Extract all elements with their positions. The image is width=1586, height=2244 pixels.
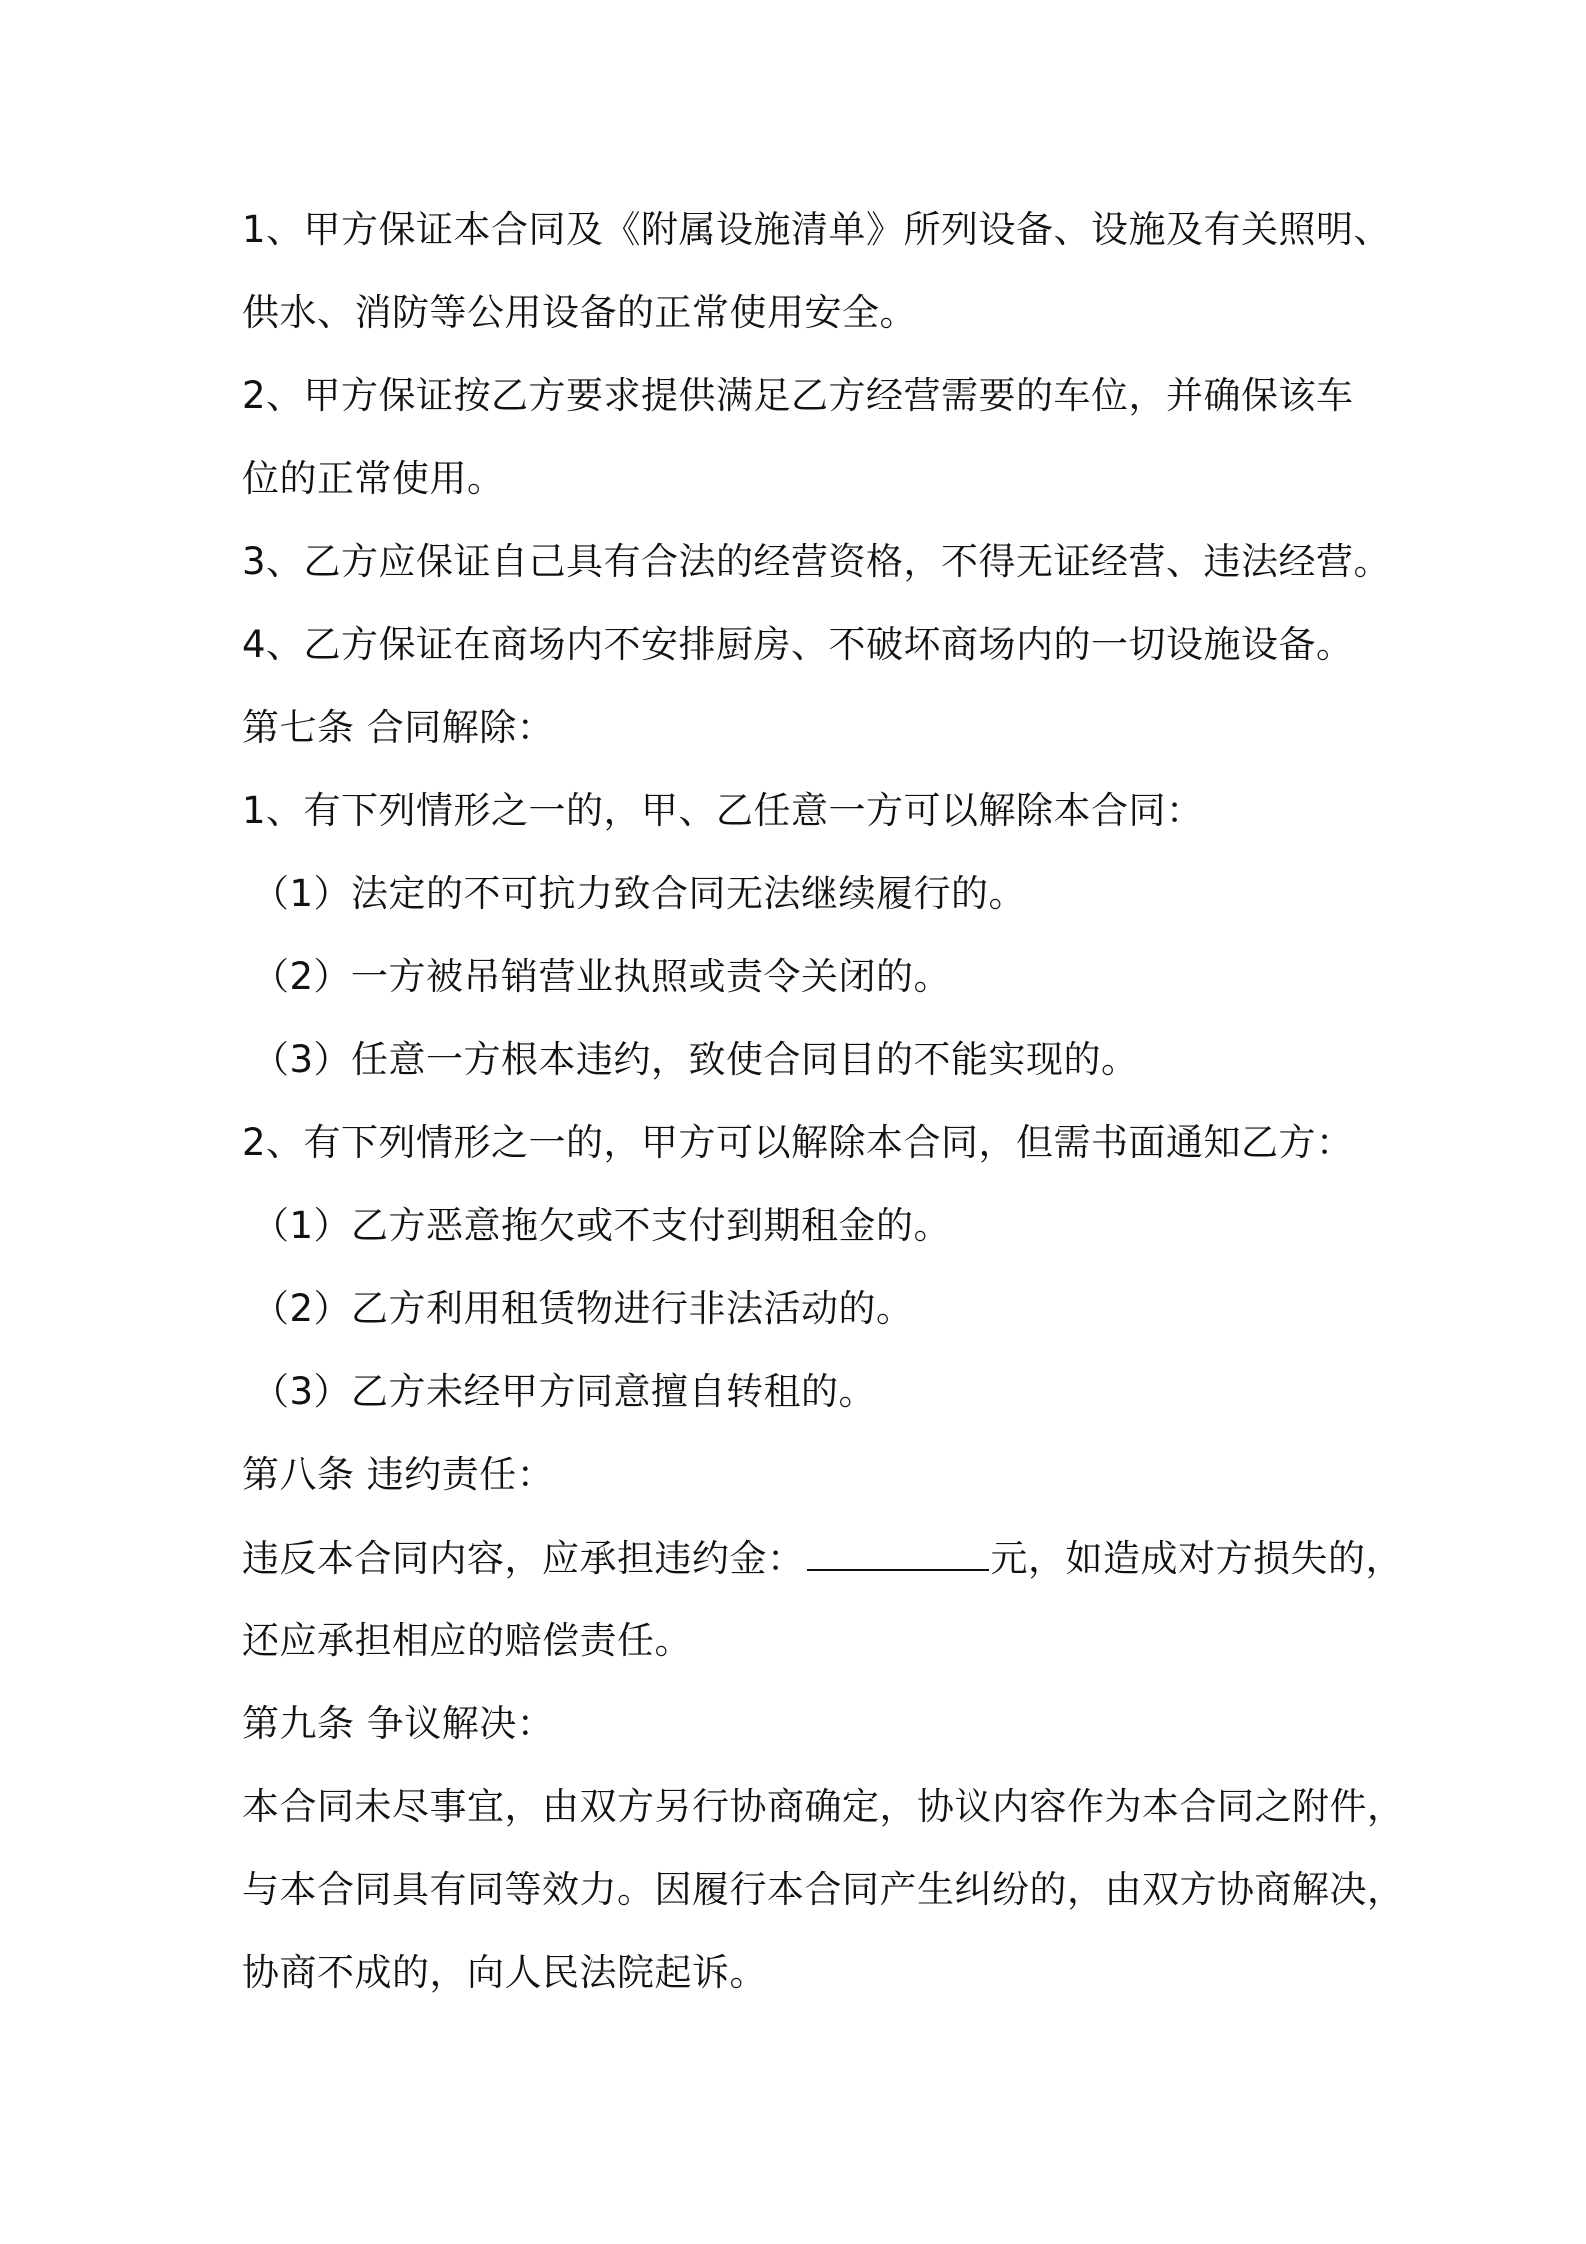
list-item: （1）乙方恶意拖欠或不支付到期租金的。 <box>252 1204 952 1247</box>
paragraph-line: 位的正常使用。 <box>242 457 505 500</box>
article-heading: 第七条 合同解除： <box>242 706 555 749</box>
paragraph-line: 3、乙方应保证自己具有合法的经营资格，不得无证经营、违法经营。 <box>242 540 1392 583</box>
paragraph-line: 协商不成的，向人民法院起诉。 <box>242 1951 767 1994</box>
paragraph-line: 2、甲方保证按乙方要求提供满足乙方经营需要的车位，并确保该车 <box>242 374 1354 417</box>
paragraph-line: 1、甲方保证本合同及《附属设施清单》所列设备、设施及有关照明、 <box>242 208 1392 251</box>
paragraph-line: 与本合同具有同等效力。因履行本合同产生纠纷的，由双方协商解决， <box>242 1868 1405 1911</box>
paragraph-line: 2、有下列情形之一的，甲方可以解除本合同，但需书面通知乙方： <box>242 1121 1354 1164</box>
list-item: （2）一方被吊销营业执照或责令关闭的。 <box>252 955 952 998</box>
list-item: （3）任意一方根本违约，致使合同目的不能实现的。 <box>252 1038 1139 1081</box>
paragraph-line: 供水、消防等公用设备的正常使用安全。 <box>242 291 917 334</box>
list-item: （3）乙方未经甲方同意擅自转租的。 <box>252 1370 877 1413</box>
paragraph-line: 还应承担相应的赔偿责任。 <box>242 1619 692 1662</box>
article-heading: 第八条 违约责任： <box>242 1453 555 1496</box>
penalty-amount-blank <box>807 1533 989 1571</box>
list-item: （2）乙方利用租赁物进行非法活动的。 <box>252 1287 914 1330</box>
penalty-text-after: 元，如造成对方损失的， <box>990 1537 1403 1580</box>
article-heading: 第九条 争议解决： <box>242 1702 555 1745</box>
paragraph-line: 本合同未尽事宜，由双方另行协商确定，协议内容作为本合同之附件， <box>242 1785 1405 1828</box>
list-item: （1）法定的不可抗力致合同无法继续履行的。 <box>252 872 1027 915</box>
penalty-clause-line <box>242 1533 1403 1583</box>
paragraph-line: 1、有下列情形之一的，甲、乙任意一方可以解除本合同： <box>242 789 1204 832</box>
penalty-text-before: 违反本合同内容，应承担违约金： <box>242 1537 805 1580</box>
paragraph-line: 4、乙方保证在商场内不安排厨房、不破坏商场内的一切设施设备。 <box>242 623 1354 666</box>
